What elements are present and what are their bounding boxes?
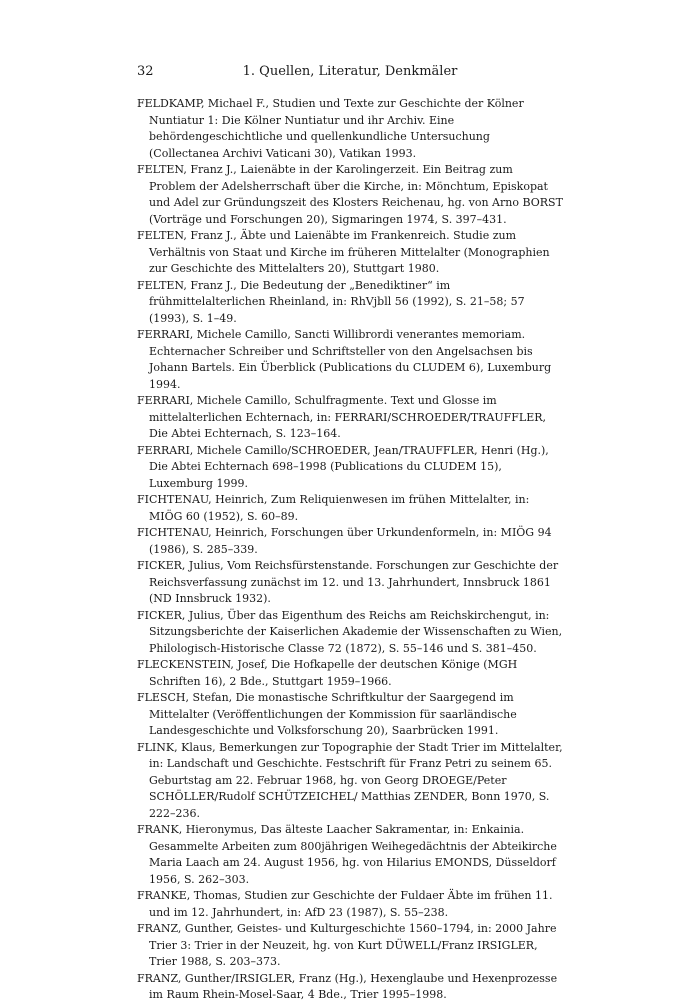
bibliography-entry: FRANZ, Gunther/IRSIGLER, Franz (Hg.), Hexenglaube und Hexenprozesse im Raum Rhein-Mosel-Saar, 4 Bde., Trier 1995–1998. — [137, 971, 558, 1001]
bibliography-entry: FELDKAMP, Michael F., Studien und Texte zur Geschichte der Kölner Nuntiatur 1: Die Kölner Nuntiatur und ihr Archiv. Eine behördengeschichtliche und quellenkundliche Untersuchung (Collectanea Archivi Vaticani 30), Vatikan 1993. — [137, 97, 524, 160]
bibliography-entry: FRANK, Hieronymus, Das älteste Laacher Sakramentar, in: Enkainia. Gesammelte Arbeiten zum 800jährigen Weihegedächtnis der Abteikirche Maria Laach am 24. August 1956, hg. von Hilarius EMONDS, Düsseldorf 1956, S. 262–303. — [137, 823, 557, 886]
bibliography-entry: FLINK, Klaus, Bemerkungen zur Topographie der Stadt Trier im Mittelalter, in: Landschaft und Geschichte. Festschrift für Franz Petri zu seinem 65. Geburtstag am 22. Februar 1968, hg. von Georg DROEGE/Peter SCHÖLLER/Rudolf SCHÜTZEICHEL/ Matthias ZENDER, Bonn 1970, S. 222–236. — [137, 740, 563, 820]
bibliography-entry: FLESCH, Stefan, Die monastische Schriftkultur der Saargegend im Mittelalter (Veröffentlichungen der Kommission für saarländische Landesgeschichte und Volksforschung 20), Saarbrücken 1991. — [137, 691, 517, 737]
bibliography-list — [137, 96, 563, 1004]
page-number: 32 — [137, 64, 154, 79]
bibliography-entry: FRANZ, Gunther, Geistes- und Kulturgeschichte 1560–1794, in: 2000 Jahre Trier 3: Trier in der Neuzeit, hg. von Kurt DÜWELL/Franz IRSIGLER, Trier 1988, S. 203–373. — [137, 922, 557, 968]
running-title: 1. Quellen, Literatur, Denkmäler — [242, 64, 458, 79]
bibliography-entry: FICHTENAU, Heinrich, Zum Reliquienwesen im frühen Mittelalter, in: MIÖG 60 (1952), S. 60–89. — [137, 493, 530, 523]
bibliography-entry: FRANKE, Thomas, Studien zur Geschichte der Fuldaer Äbte im frühen 11. und im 12. Jahrhundert, in: AfD 23 (1987), S. 55–238. — [137, 889, 553, 919]
bibliography-entry: FLECKENSTEIN, Josef, Die Hofkapelle der deutschen Könige (MGH Schriften 16), 2 Bde., Stuttgart 1959–1966. — [137, 658, 518, 688]
bibliography-entry: FERRARI, Michele Camillo/SCHROEDER, Jean/TRAUFFLER, Henri (Hg.), Die Abtei Echternach 698–1998 (Publications du CLUDEM 15), Luxemburg 1999. — [137, 443, 549, 490]
bibliography-entry: FELTEN, Franz J., Äbte und Laienäbte im Frankenreich. Studie zum Verhältnis von Staat und Kirche im früheren Mittelalter (Monographien zur Geschichte des Mittelalters 20), Stuttgart 1980. — [137, 229, 550, 275]
bibliography-entry: FELTEN, Franz J., Laienäbte in der Karolingerzeit. Ein Beitrag zum Problem der Adelsherrschaft über die Kirche, in: Mönchtum, Episkopat und Adel zur Gründungszeit des Klosters Reichenau, hg. von Arno BORST (Vorträge und Forschungen 20), Sigmaringen 1974, S. 397–431. — [137, 163, 563, 226]
bibliography-entry: FICKER, Julius, Über das Eigenthum des Reichs am Reichskirchengut, in: Sitzungsberichte der Kaiserlichen Akademie der Wissenschaften zu Wien, Philologisch-Historische Classe 72 (1872), S. 55–146 und S. 381–450. — [137, 608, 563, 655]
running-head — [137, 62, 563, 82]
bibliography-entry: FICKER, Julius, Vom Reichsfürstenstande. Forschungen zur Geschichte der Reichsverfassung zunächst im 12. und 13. Jahrhundert, Innsbruck 1861 (ND Innsbruck 1932). — [137, 559, 559, 605]
bibliography-entry: FICHTENAU, Heinrich, Forschungen über Urkundenformeln, in: MIÖG 94 (1986), S. 285–339. — [137, 526, 552, 556]
bibliography-entry: FERRARI, Michele Camillo, Schulfragmente. Text und Glosse im mittelalterlichen Echternach, in: FERRARI/SCHROEDER/TRAUFFLER, Die Abtei Echternach, S. 123–164. — [137, 394, 547, 440]
bibliography-entry: FERRARI, Michele Camillo, Sancti Willibrordi venerantes memoriam. Echternacher Schreiber und Schriftsteller von den Angelsachsen bis Johann Bartels. Ein Überblick (Publications du CLUDEM 6), Luxemburg 1994. — [137, 328, 552, 391]
bibliography-entry: FELTEN, Franz J., Die Bedeutung der „Benediktiner“ im frühmittelalterlichen Rheinland, in: RhVjbll 56 (1992), S. 21–58; 57 (1993), S. 1–49. — [137, 278, 525, 325]
